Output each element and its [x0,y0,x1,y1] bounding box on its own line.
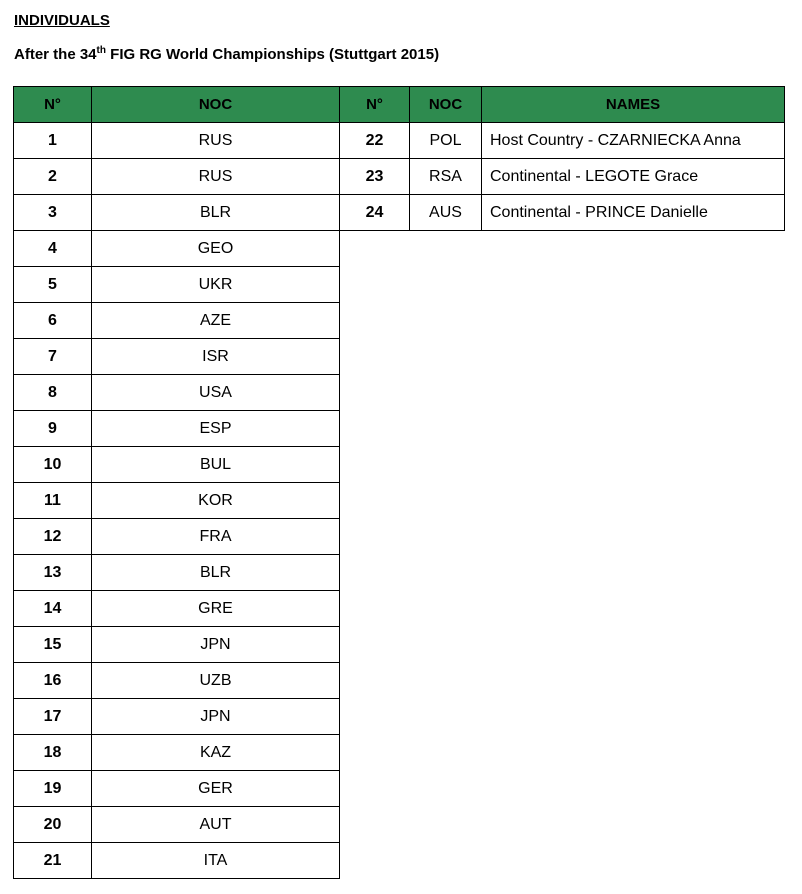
table-row [14,627,340,663]
table-row [14,807,340,843]
table-row [14,735,340,771]
column-header-noc: NOC [92,87,340,123]
table-row [14,447,340,483]
column-header-names: NAMES [482,87,785,123]
cell-noc: POL [410,123,482,159]
cell-noc: KAZ [92,735,340,771]
cell-name: Continental - PRINCE Danielle [482,195,785,231]
table-row [14,771,340,807]
cell-number: 10 [14,447,92,483]
cell-number: 14 [14,591,92,627]
cell-number: 5 [14,267,92,303]
cell-number: 23 [340,159,410,195]
cell-noc: AUS [410,195,482,231]
table-row [14,159,340,195]
cell-number: 8 [14,375,92,411]
cell-number: 7 [14,339,92,375]
right-table-body [340,123,785,231]
table-row [14,519,340,555]
cell-number: 20 [14,807,92,843]
table-row [340,195,785,231]
column-header-noc: NOC [410,87,482,123]
table-row [340,159,785,195]
cell-number: 11 [14,483,92,519]
cell-noc: AUT [92,807,340,843]
cell-number: 18 [14,735,92,771]
cell-noc: RSA [410,159,482,195]
cell-noc: ISR [92,339,340,375]
cell-noc: RUS [92,159,340,195]
cell-number: 3 [14,195,92,231]
table-row [14,303,340,339]
section-heading: INDIVIDUALS [14,12,110,29]
table-header-row [340,87,785,123]
table-row [14,411,340,447]
cell-noc: FRA [92,519,340,555]
qualification-table-left [13,86,340,879]
subheading-before: After the 34 [14,46,97,63]
cell-number: 13 [14,555,92,591]
column-header-number: N° [14,87,92,123]
cell-name: Continental - LEGOTE Grace [482,159,785,195]
cell-noc: BLR [92,195,340,231]
cell-number: 6 [14,303,92,339]
subheading-after: FIG RG World Championships (Stuttgart 2015) [105,46,440,63]
cell-number: 21 [14,843,92,879]
table-row [14,339,340,375]
cell-noc: BLR [92,555,340,591]
cell-number: 1 [14,123,92,159]
cell-noc: JPN [92,627,340,663]
column-header-number: N° [340,87,410,123]
table-row [14,699,340,735]
cell-number: 9 [14,411,92,447]
cell-noc: RUS [92,123,340,159]
cell-noc: BUL [92,447,340,483]
cell-number: 16 [14,663,92,699]
cell-number: 24 [340,195,410,231]
table-header-row [14,87,340,123]
cell-noc: ITA [92,843,340,879]
cell-noc: AZE [92,303,340,339]
cell-number: 15 [14,627,92,663]
table-row [14,843,340,879]
cell-noc: ESP [92,411,340,447]
cell-number: 4 [14,231,92,267]
subheading [14,45,439,63]
qualification-table-right [339,86,785,231]
table-row [14,267,340,303]
cell-noc: GRE [92,591,340,627]
table-row [14,663,340,699]
cell-noc: USA [92,375,340,411]
left-table-body [14,123,340,879]
cell-number: 22 [340,123,410,159]
table-row [14,591,340,627]
cell-name: Host Country - CZARNIECKA Anna [482,123,785,159]
table-row [14,231,340,267]
table-row [14,195,340,231]
cell-number: 17 [14,699,92,735]
cell-noc: GEO [92,231,340,267]
cell-number: 12 [14,519,92,555]
table-row [14,123,340,159]
cell-noc: UZB [92,663,340,699]
cell-noc: GER [92,771,340,807]
subheading-superscript: th [96,45,106,56]
table-row [14,375,340,411]
table-row [14,483,340,519]
cell-number: 2 [14,159,92,195]
cell-noc: UKR [92,267,340,303]
table-row [340,123,785,159]
cell-number: 19 [14,771,92,807]
cell-noc: JPN [92,699,340,735]
cell-noc: KOR [92,483,340,519]
table-row [14,555,340,591]
